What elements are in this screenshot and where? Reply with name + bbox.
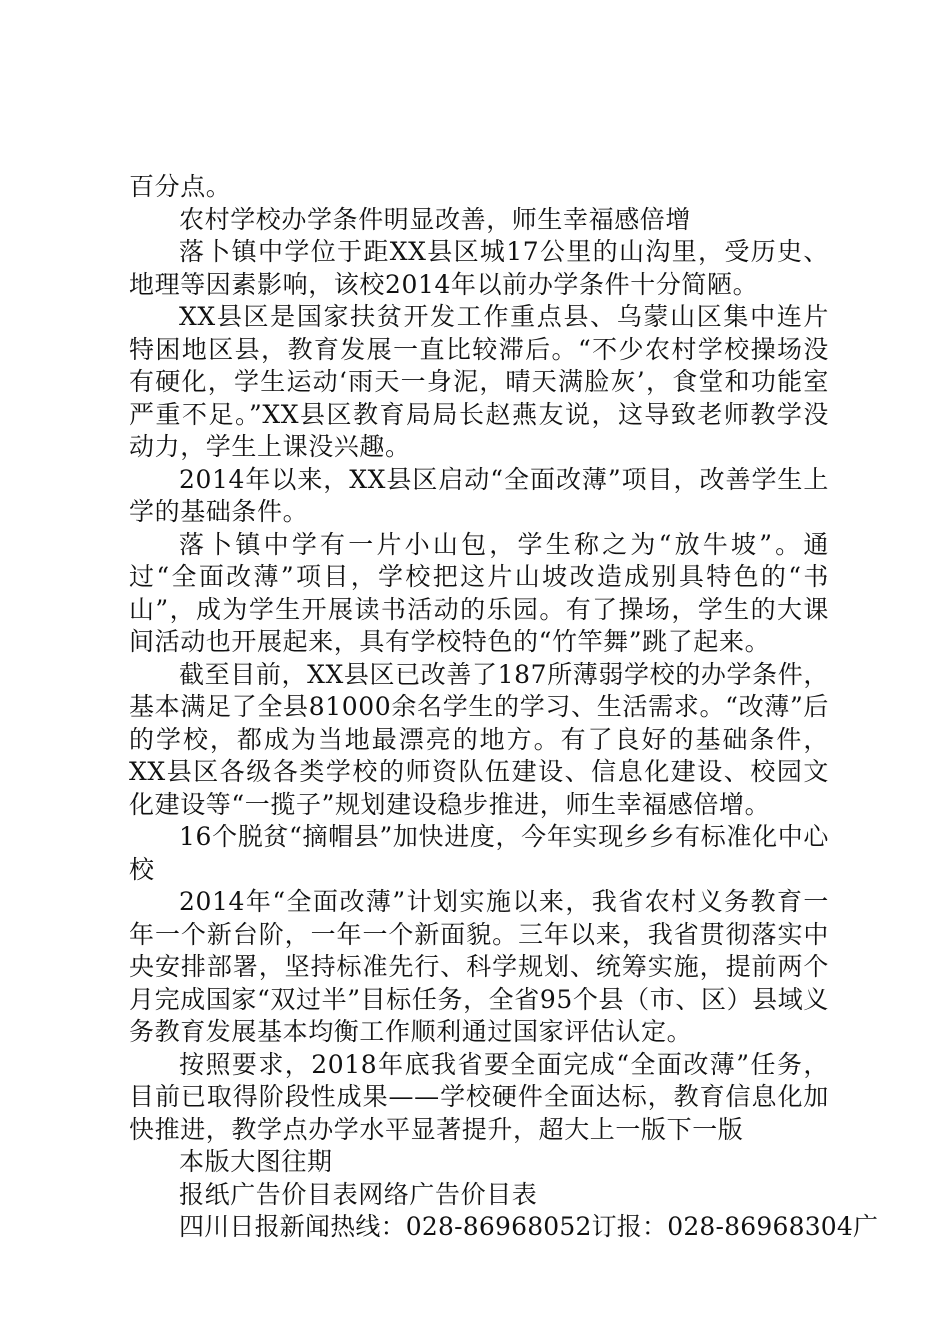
link-line-past-issues: 本版大图往期 xyxy=(179,1147,333,1176)
paragraph-continuation: 百分点。 xyxy=(129,172,232,201)
article-body xyxy=(129,171,879,1244)
paragraph-book-mountain: 落卜镇中学有一片小山包，学生称之为“放牛坡”。通过“全面改薄”项目，学校把这片山坡改造成别具特色的“书山”，成为学生开展读书活动的乐园。有了操场，学生的大课间活动也开展起来，具有学校特色的“竹竿舞”跳了起来。 xyxy=(129,529,829,656)
paragraph-province-progress: 2014年“全面改薄”计划实施以来，我省农村义务教育一年一个新台阶，一年一个新面貌。三年以来，我省贯彻落实中央安排部署，坚持标准先行、科学规划、统筹实施，提前两个月完成国家“双过半”目标任务，全省95个县（市、区）县域义务教育发展基本均衡工作顺利通过国家评估认定。 xyxy=(129,887,829,1046)
link-line-ad-rates: 报纸广告价目表网络广告价目表 xyxy=(179,1179,538,1209)
section-heading-rural-schools: 农村学校办学条件明显改善，师生幸福感倍增 xyxy=(179,204,692,234)
section-heading-poverty-counties: 16个脱贫“摘帽县”加快进度，今年实现乡乡有标准化中心校 xyxy=(129,822,829,884)
paragraph-2014-project: 2014年以来，XX县区启动“全面改薄”项目，改善学生上学的基础条件。 xyxy=(129,464,829,526)
paragraph-luobu-school: 落卜镇中学位于距XX县区城17公里的山沟里，受历史、地理等因素影响，该校2014年以前办学条件十分简陋。 xyxy=(129,237,829,299)
contact-hotline-line: 四川日报新闻热线：028-86968052订报：028-86968304广 xyxy=(179,1212,879,1241)
paragraph-progress-to-date: 截至目前，XX县区已改善了187所薄弱学校的办学条件，基本满足了全县81000余名学生的学习、生活需求。“改薄”后的学校，都成为当地最漂亮的地方。有了良好的基础条件，XX县区各级各类学校的师资队伍建设、信息化建设、校园文化建设等“一揽子”规划建设稳步推进，师生幸福感倍增。 xyxy=(129,659,829,819)
paragraph-2018-goal: 按照要求，2018年底我省要全面完成“全面改薄”任务，目前已取得阶段性成果——学校硬件全面达标，教育信息化加快推进，教学点办学水平显著提升，超大上一版下一版 xyxy=(129,1049,829,1144)
paragraph-county-background: XX县区是国家扶贫开发工作重点县、乌蒙山区集中连片特困地区县，教育发展一直比较滞后。“不少农村学校操场没有硬化，学生运动‘雨天一身泥，晴天满脸灰’，食堂和功能室严重不足。”XX县区教育局局长赵燕友说，这导致老师教学没动力，学生上课没兴趣。 xyxy=(129,302,829,461)
